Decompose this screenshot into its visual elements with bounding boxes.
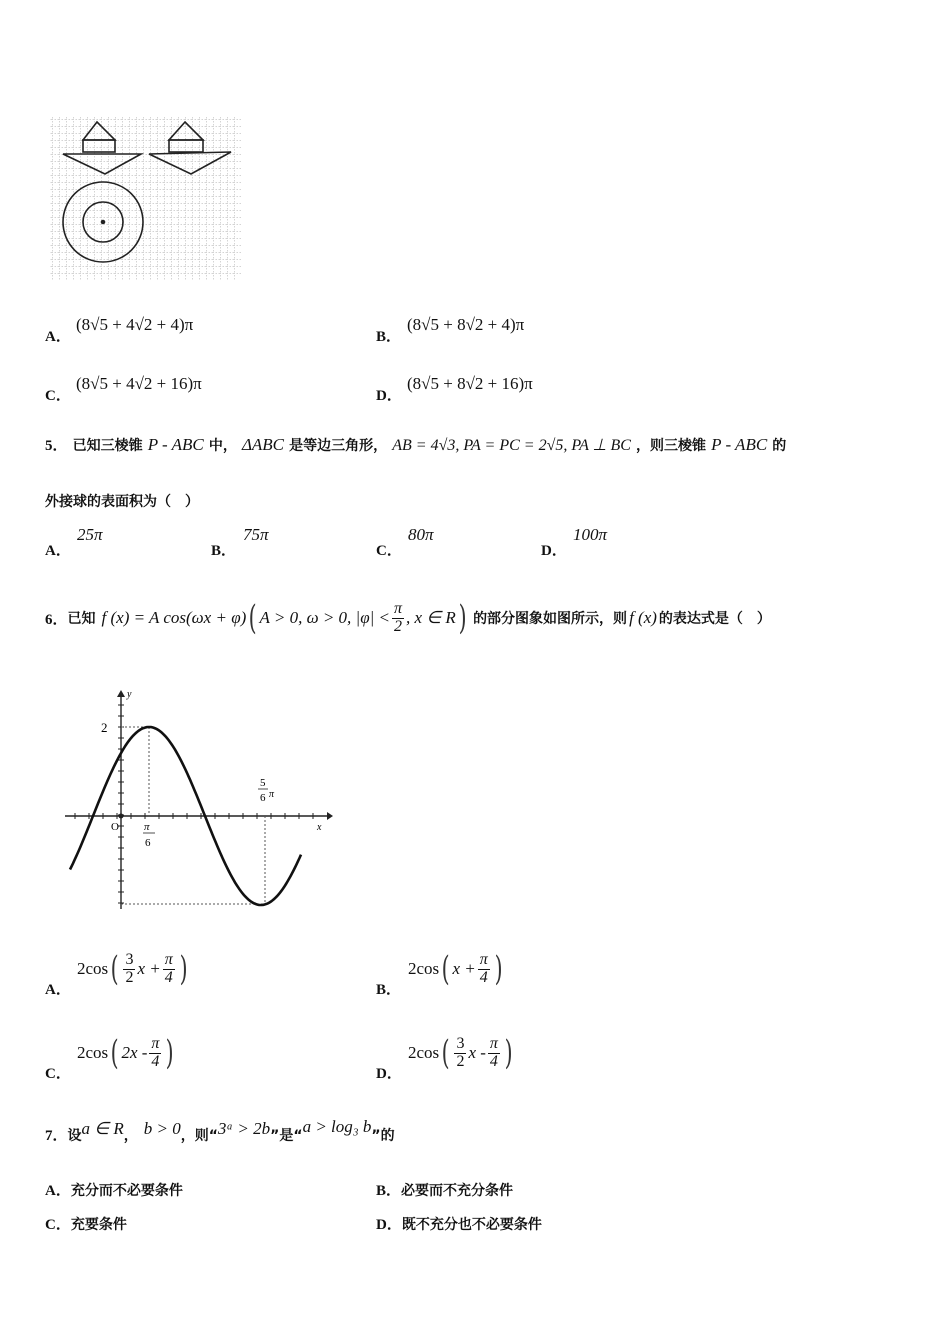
q6-a-pi-num: π (164, 951, 173, 968)
y-axis-arrow (117, 690, 125, 697)
q6-a-frac-num: 3 (125, 951, 134, 968)
q5-option-c-value: 80π (408, 525, 434, 544)
q7-option-d-text: 既不充分也不必要条件 (401, 1217, 542, 1233)
q6-a-rparen: ) (179, 949, 188, 990)
q6-d-frac (454, 1036, 466, 1071)
q5-option-a-value: 25π (77, 525, 103, 544)
q7-option-c[interactable] (45, 1213, 127, 1234)
q6-d-rest: x - (468, 1043, 486, 1063)
q7-text-5: ”的 (371, 1128, 395, 1144)
q6-text-2: 的部分图象如图所示，则 (473, 611, 628, 627)
q7-option-c-text: 充要条件 (70, 1217, 127, 1233)
q5-option-b-label[interactable]: B． (211, 543, 237, 559)
q6-option-a-label[interactable]: A． (45, 982, 71, 998)
x-label-pi6-num: π (144, 821, 150, 833)
q6-phi-bound (392, 601, 404, 636)
q7-math-3: 3ᵃ > 2b (217, 1119, 271, 1138)
q7-text-4: ”是“ (270, 1128, 303, 1144)
q6-b-coef: 2cos (408, 959, 440, 979)
q6-c-lparen: ( (110, 1033, 119, 1074)
q6-d-pi-den: 4 (489, 1052, 498, 1070)
q7-option-d-label: D． (376, 1217, 402, 1233)
q4-option-a-label[interactable]: A． (45, 329, 71, 345)
q5-number: 5． (45, 438, 68, 454)
q4-option-c-label[interactable]: C． (45, 388, 71, 404)
q6-option-c-value (77, 1033, 177, 1074)
q7-option-d[interactable] (376, 1213, 542, 1234)
x-label-5pi6-den: 6 (260, 792, 266, 804)
q5-math-2: ΔABC (241, 435, 285, 454)
q6-a-frac-den: 2 (125, 968, 134, 986)
q4-option-c-value: (8√5 + 4√2 + 16)π (76, 374, 202, 393)
q6-b-pi-den: 4 (479, 968, 488, 986)
q6-phi-bound-num: π (394, 599, 403, 617)
y-max-label: 2 (101, 720, 108, 735)
q7-text-1: 设 (67, 1128, 82, 1144)
q6-d-coef: 2cos (408, 1043, 440, 1063)
q4-option-b-label[interactable]: B． (376, 329, 402, 345)
q6-c-rest: 2x - (121, 1043, 148, 1063)
q6-a-rest: x + (137, 959, 161, 979)
q6-option-c-label[interactable]: C． (45, 1066, 71, 1082)
q6-option-d-value (408, 1033, 515, 1074)
q5-option-d-label[interactable]: D． (541, 543, 567, 559)
q5-math-1: P - ABC (147, 435, 204, 454)
x-label-pi6-den: 6 (145, 837, 151, 849)
q6-text-3: 的表达式是（ ） (658, 611, 771, 627)
q6-condition: A > 0, ω > 0, |φ| < (259, 608, 391, 627)
q6-c-coef: 2cos (77, 1043, 109, 1063)
three-view-figure (45, 112, 245, 284)
question-6 (45, 590, 771, 646)
question-5 (45, 434, 915, 455)
q5-text-2: 中， (208, 438, 237, 454)
q5-text-4: ，则三棱锥 (636, 438, 707, 454)
q6-d-frac-num: 3 (456, 1035, 465, 1052)
q6-a-frac (123, 952, 135, 987)
q6-c-rparen: ) (166, 1033, 175, 1074)
origin-label: O (111, 821, 119, 833)
q5-text-5: 的 (772, 438, 787, 454)
q6-option-a-value (77, 949, 190, 990)
y-axis-label: y (127, 689, 132, 700)
q7-option-a-label: A． (45, 1183, 71, 1199)
q6-b-lparen: ( (441, 949, 450, 990)
q6-d-pi-frac (488, 1036, 500, 1071)
q6-text-1: 已知 (67, 611, 96, 627)
q5-math-3: AB = 4√3, PA = PC = 2√5, PA ⊥ BC (392, 437, 631, 454)
q5-line-2: 外接球的表面积为（ ） (45, 494, 199, 510)
q6-domain: , x ∈ R (406, 608, 456, 627)
q7-option-a[interactable] (45, 1179, 183, 1200)
q6-graph (65, 685, 335, 915)
x-label-5pi6-pi: π (269, 789, 275, 800)
q6-option-b-value (408, 949, 505, 990)
q6-option-d-label[interactable]: D． (376, 1066, 402, 1082)
q5-option-b-value: 75π (243, 525, 269, 544)
q5-math-4: P - ABC (711, 435, 768, 454)
q7-text-3: ，则“ (180, 1128, 218, 1144)
q6-a-pi-frac (163, 952, 175, 987)
q6-b-pi-frac (478, 952, 490, 987)
q6-left-paren: ( (248, 598, 257, 638)
q7-option-b[interactable] (376, 1179, 513, 1200)
q6-b-pi-num: π (479, 951, 488, 968)
q6-a-coef: 2cos (77, 959, 109, 979)
q7-option-b-text: 必要而不充分条件 (401, 1183, 514, 1199)
q6-c-pi-num: π (151, 1035, 160, 1052)
q4-option-b-value: (8√5 + 8√2 + 4)π (407, 315, 525, 334)
q5-option-c-label[interactable]: C． (376, 543, 402, 559)
q6-a-lparen: ( (110, 949, 119, 990)
q5-text-3: 是等边三角形， (289, 438, 388, 454)
q6-c-pi-frac (149, 1036, 161, 1071)
q7-math-4: a > log₃ b (302, 1117, 372, 1136)
q6-b-rparen: ) (494, 949, 503, 990)
q6-number: 6． (45, 611, 68, 628)
q4-option-a-value: (8√5 + 4√2 + 4)π (76, 315, 194, 334)
q6-function: f (x) = A cos(ωx + φ) (101, 608, 247, 627)
q6-c-pi-den: 4 (151, 1052, 160, 1070)
origin-point (119, 814, 124, 819)
q7-text-2: ， (123, 1128, 138, 1144)
q6-d-pi-num: π (489, 1035, 498, 1052)
q6-d-lparen: ( (441, 1033, 450, 1074)
q6-d-rparen: ) (504, 1033, 513, 1074)
q6-b-rest: x + (452, 959, 476, 979)
q7-math-1: a ∈ R (81, 1119, 124, 1138)
q5-option-d-value: 100π (573, 525, 608, 544)
q7-number: 7． (45, 1128, 68, 1144)
q4-option-d-value: (8√5 + 8√2 + 16)π (407, 374, 533, 393)
q5-option-a-label[interactable]: A． (45, 543, 71, 559)
q5-text-1: 已知三棱锥 (72, 438, 143, 454)
q6-d-frac-den: 2 (456, 1052, 465, 1070)
q6-fx: f (x) (629, 608, 657, 627)
q7-option-b-label: B． (376, 1183, 402, 1199)
q6-phi-bound-den: 2 (394, 617, 403, 635)
q7-option-c-label: C． (45, 1217, 71, 1233)
x-axis-arrow (327, 812, 333, 820)
grid-background (49, 116, 241, 280)
q6-a-pi-den: 4 (164, 968, 173, 986)
q4-option-d-label[interactable]: D． (376, 388, 402, 404)
q6-right-paren: ) (458, 598, 467, 638)
x-label-5pi6-num: 5 (260, 777, 266, 789)
q7-math-2: b > 0 (143, 1119, 181, 1138)
question-7 (45, 1117, 395, 1145)
x-axis-label: x (317, 822, 322, 833)
q6-option-b-label[interactable]: B． (376, 982, 402, 998)
axis-ticks (75, 705, 313, 903)
q7-option-a-text: 充分而不必要条件 (70, 1183, 183, 1199)
